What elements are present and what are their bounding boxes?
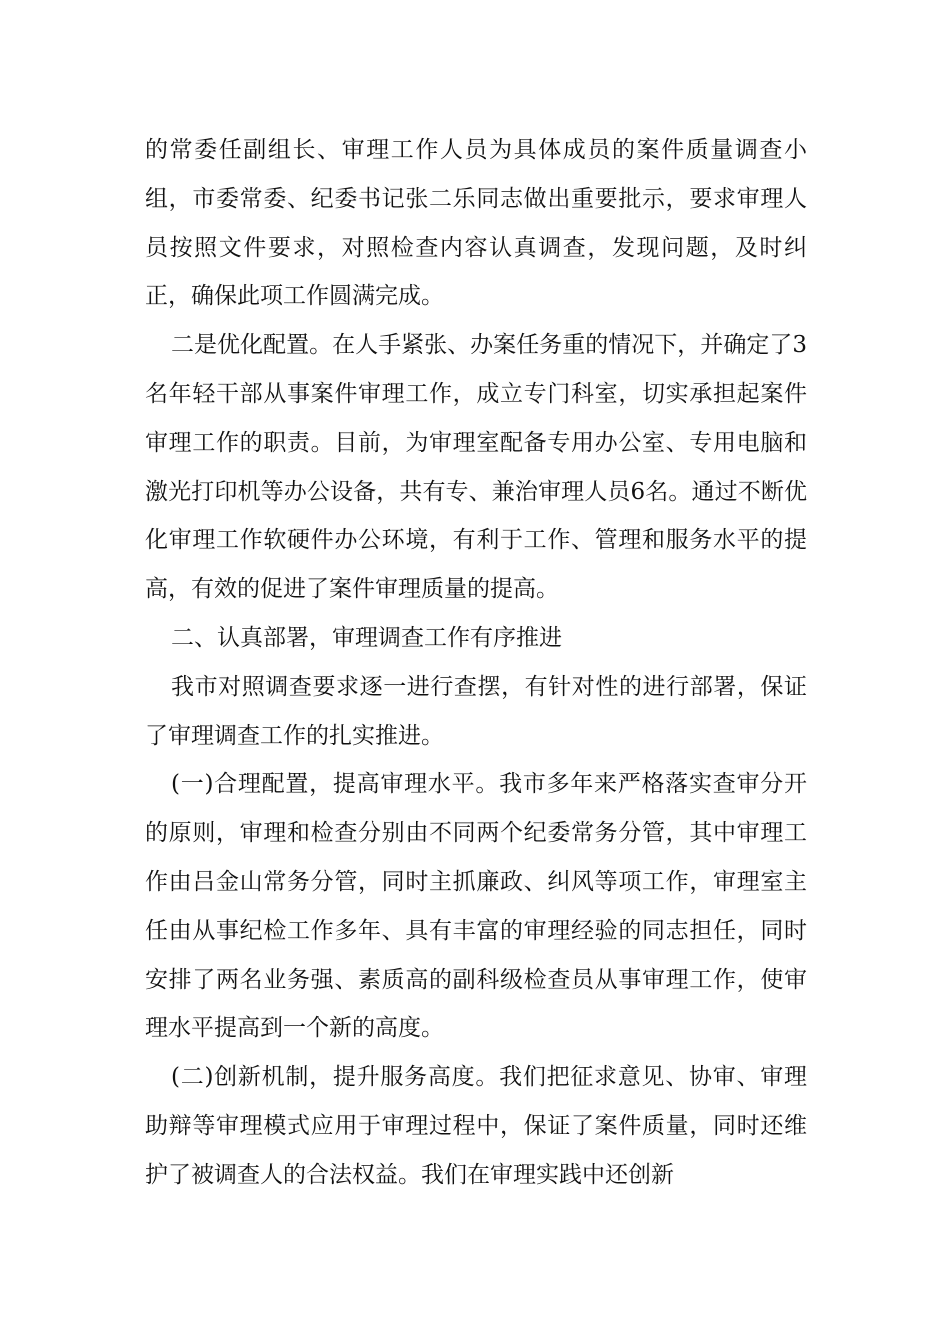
document-body (145, 126, 807, 1200)
paragraph-continuation: 的常委任副组长、审理工作人员为具体成员的案件质量调查小组，市委常委、纪委书记张二乐同志做出重要批示，要求审理人员按照文件要求，对照检查内容认真调查，发现问题，及时纠正，确保此项工作圆满完成。 (145, 137, 807, 310)
section-heading-deployment: 二、认真部署，审理调查工作有序推进 (171, 624, 562, 651)
paragraph-optimize-config: 二是优化配置。在人手紧张、办案任务重的情况下，并确定了3名年轻干部从事案件审理工作，成立专门科室，切实承担起案件审理工作的职责。目前，为审理室配备专用办公室、专用电脑和激光打印机等办公设备，共有专、兼治审理人员6名。通过不断优化审理工作软硬件办公环境，有利于工作、管理和服务水平的提高，有效的促进了案件审理质量的提高。 (145, 332, 807, 603)
paragraph-reasonable-config: (一)合理配置，提高审理水平。我市多年来严格落实查审分开的原则，审理和检查分别由不同两个纪委常务分管，其中审理工作由吕金山常务分管，同时主抓廉政、纠风等项工作，审理室主任由从事纪检工作多年、具有丰富的审理经验的同志担任，同时安排了两名业务强、素质高的副科级检查员从事审理工作，使审理水平提高到一个新的高度。 (145, 771, 807, 1042)
paragraph-deployment-intro: 我市对照调查要求逐一进行查摆，有针对性的进行部署，保证了审理调查工作的扎实推进。 (145, 673, 807, 749)
paragraph-innovation-mechanism: (二)创新机制，提升服务高度。我们把征求意见、协审、审理助辩等审理模式应用于审理过程中，保证了案件质量，同时还维护了被调查人的合法权益。我们在审理实践中还创新 (145, 1064, 807, 1188)
